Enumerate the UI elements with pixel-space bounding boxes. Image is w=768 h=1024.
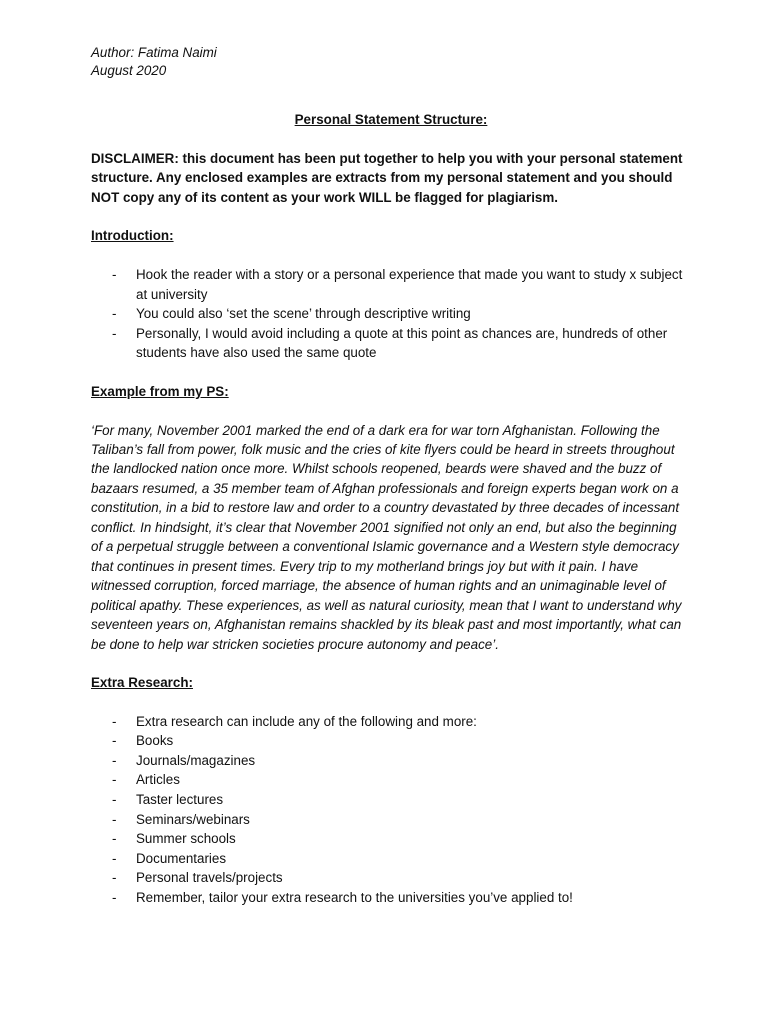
list-item: [91, 324, 691, 363]
date-line: August 2020: [91, 63, 167, 78]
dash-bullet: -: [112, 325, 117, 341]
list-item-text: Journals/magazines: [136, 752, 256, 768]
list-item-text: Remember, tailor your extra research to the universities you’ve applied to!: [136, 889, 573, 905]
list-item: [91, 304, 691, 324]
list-item: [91, 265, 691, 304]
extra-research-heading: Extra Research:: [91, 674, 193, 690]
dash-bullet: -: [112, 870, 117, 886]
list-item-text: Extra research can include any of the following and more:: [136, 713, 477, 729]
list-item-text: Articles: [136, 772, 180, 788]
list-item: [91, 712, 691, 732]
list-item: [91, 770, 691, 790]
document-title: Personal Statement Structure:: [294, 112, 488, 127]
dash-bullet: -: [112, 733, 117, 749]
dash-bullet: -: [112, 306, 117, 322]
dash-bullet: -: [112, 889, 117, 905]
list-item: [91, 888, 691, 908]
list-item: [91, 731, 691, 751]
dash-bullet: -: [112, 831, 117, 847]
example-heading: Example from my PS:: [91, 383, 229, 399]
list-item: [91, 751, 691, 771]
list-item-text: Books: [136, 733, 174, 749]
list-item: [91, 810, 691, 830]
list-item-text: Personally, I would avoid including a quote at this point as chances are, hundreds of other students have also used the same quote: [136, 325, 668, 361]
list-item-text: Taster lectures: [136, 791, 224, 807]
list-item-text: Personal travels/projects: [136, 870, 283, 886]
dash-bullet: -: [112, 772, 117, 788]
list-item: [91, 790, 691, 810]
list-item-text: Summer schools: [136, 831, 236, 847]
extra-research-list: [91, 712, 691, 908]
dash-bullet: -: [112, 811, 117, 827]
list-item: [91, 829, 691, 849]
dash-bullet: -: [112, 266, 117, 282]
author-block: [91, 44, 691, 80]
dash-bullet: -: [112, 752, 117, 768]
list-item: [91, 849, 691, 869]
dash-bullet: -: [112, 791, 117, 807]
list-item-text: Hook the reader with a story or a personal experience that made you want to study x subject at university: [136, 266, 683, 302]
document-page: [91, 44, 691, 908]
example-paragraph: ‘For many, November 2001 marked the end of a dark era for war torn Afghanistan. Following the Taliban’s fall from power, folk music and the cries of kite flyers could be heard in streets throughout the landlocked nation once more. Whilst schools reopened, beards were shaved and the buzz of bazaars resumed, a 35 member team of Afghan professionals and foreign experts began work on a constitution, in a bid to restore law and order to a country devastated by three decades of incessant conflict. In hindsight, it’s clear that November 2001 signified not only an end, but also the beginning of a perpetual struggle between a conventional Islamic governance and a Western style democracy that continues in present times. Every trip to my motherland brings joy but with it pain. I have witnessed corruption, forced marriage, the absence of human rights and an unimaginable level of political apathy. These experiences, as well as natural curiosity, mean that I want to understand why seventeen years on, Afghanistan remains shackled by its bleak past and most importantly, what can be done to help war stricken societies procure autonomy and peace’.: [91, 422, 682, 652]
disclaimer-paragraph: DISCLAIMER: this document has been put together to help you with your personal statement structure. Any enclosed examples are extracts from my personal statement and you should NOT copy any of its content as your work WILL be flagged for plagiarism.: [91, 150, 683, 205]
list-item-text: You could also ‘set the scene’ through descriptive writing: [136, 306, 471, 322]
list-item-text: Documentaries: [136, 850, 227, 866]
list-item-text: Seminars/webinars: [136, 811, 250, 827]
dash-bullet: -: [112, 850, 117, 866]
author-line: Author: Fatima Naimi: [91, 45, 217, 60]
dash-bullet: -: [112, 713, 117, 729]
introduction-heading: Introduction:: [91, 228, 174, 244]
list-item: [91, 868, 691, 888]
introduction-list: [91, 265, 691, 363]
